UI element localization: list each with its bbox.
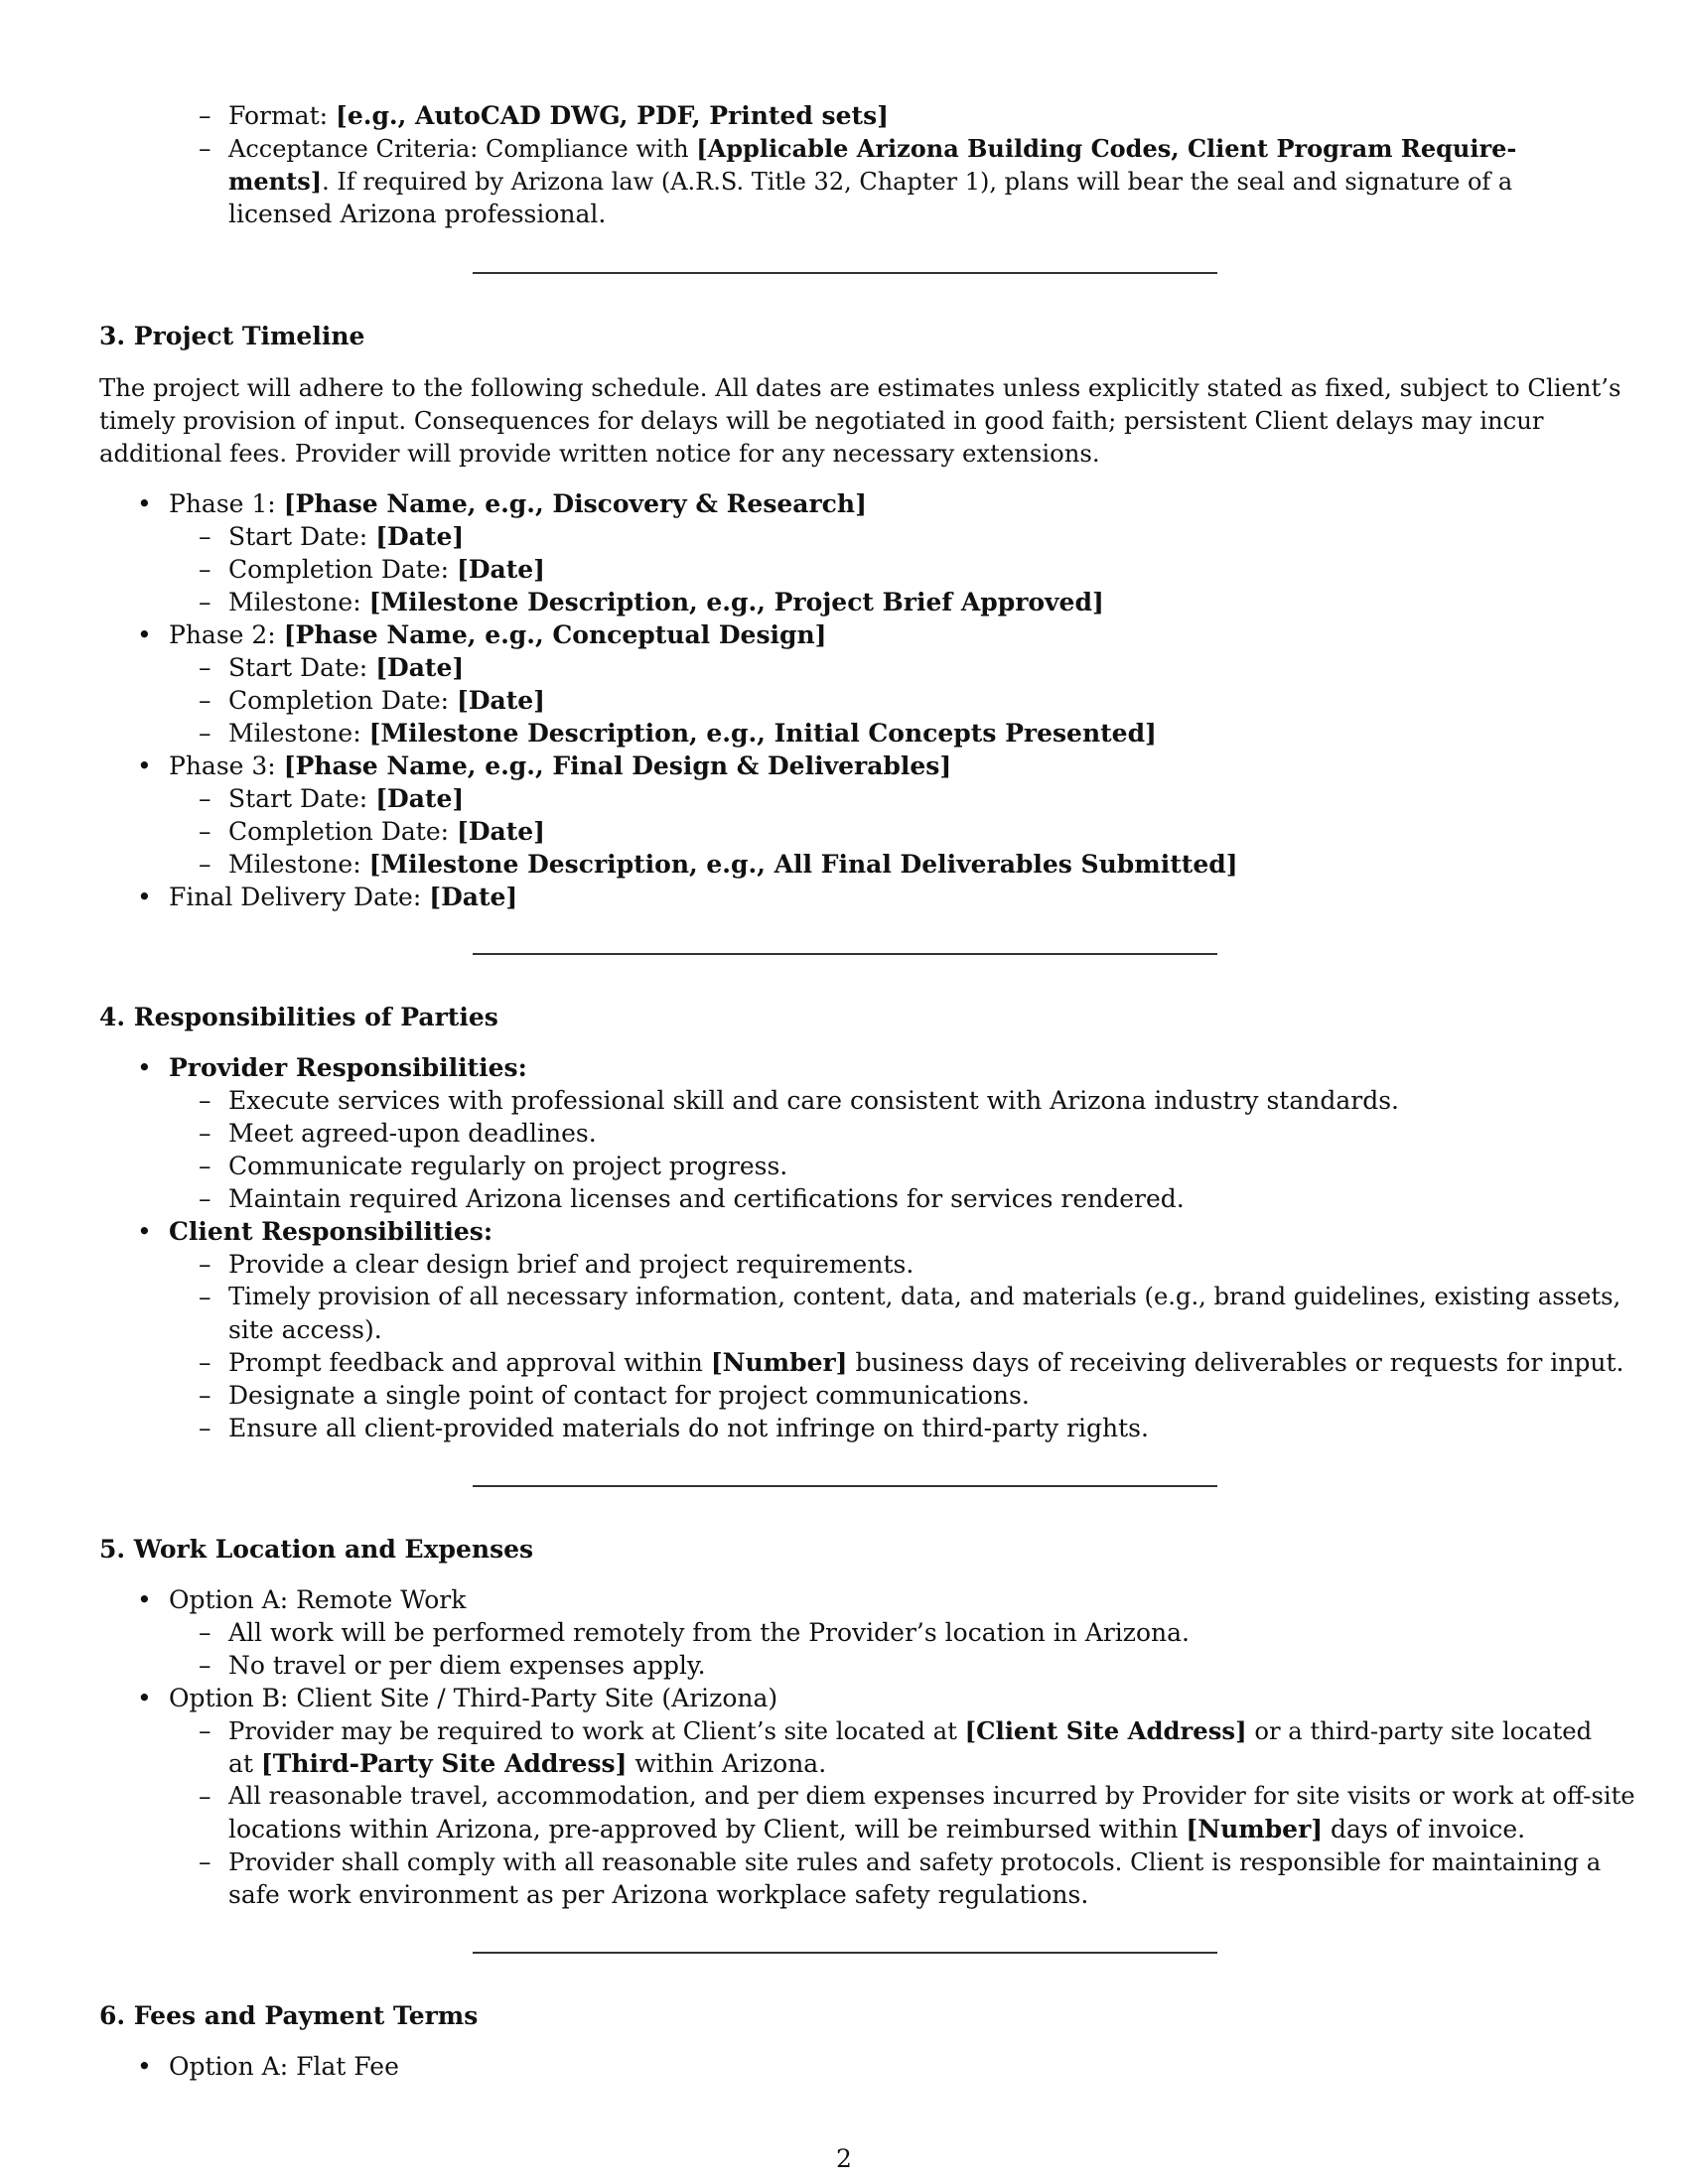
- provider-item: Communicate regularly on project progress.: [228, 1152, 788, 1180]
- third-party-site-address: [Third-Party Site Address]: [260, 1749, 628, 1778]
- bullet-marker: •: [137, 1053, 152, 1082]
- option-b-text: locations within Arizona, pre-approved by Client, will be reimbursed within: [228, 1815, 1187, 1843]
- bullet-marker: •: [137, 620, 152, 649]
- option-b-site: Option B: Client Site / Third-Party Site (Arizona): [169, 1684, 778, 1712]
- client-item-text: business days of receiving deliverables or requests for input.: [847, 1348, 1624, 1377]
- option-b-item-cont: safe work environment as per Arizona workplace safety regulations.: [228, 1880, 1089, 1909]
- final-delivery-value: [Date]: [429, 883, 518, 911]
- option-a-item: No travel or per diem expenses apply.: [228, 1651, 706, 1680]
- dash-marker: –: [199, 817, 211, 846]
- phase-1-start: [228, 520, 464, 553]
- client-item: Timely provision of all necessary information, content, data, and materials (e.g., brand guidelines, existing assets,: [228, 1283, 1621, 1310]
- phase-2-completion: [228, 684, 545, 717]
- phase-1-value: [Phase Name, e.g., Discovery & Research]: [283, 489, 867, 518]
- client-site-address: [Client Site Address]: [964, 1716, 1247, 1745]
- dash-marker: –: [199, 1782, 211, 1811]
- date-value: [Date]: [456, 686, 545, 715]
- section-4-heading: 4. Responsibilities of Parties: [99, 1003, 498, 1031]
- dash-marker: –: [199, 1651, 211, 1680]
- provider-item: Maintain required Arizona licenses and certifications for services rendered.: [228, 1184, 1185, 1213]
- dash-marker: –: [199, 1184, 211, 1213]
- acceptance-value-cont: ments]: [228, 167, 323, 196]
- dash-marker: –: [199, 686, 211, 715]
- format-value: [e.g., AutoCAD DWG, PDF, Printed sets]: [336, 101, 889, 130]
- phase-2-item: [169, 618, 827, 651]
- acceptance-rest: . If required by Arizona law (A.R.S. Title 32, Chapter 1), plans will bear the seal and signature of a: [322, 168, 1513, 196]
- acceptance-rest-cont: licensed Arizona professional.: [228, 200, 607, 228]
- placeholder-number: [Number]: [710, 1348, 848, 1377]
- phase-3-milestone: [228, 848, 1238, 881]
- client-item: Ensure all client-provided materials do not infringe on third-party rights.: [228, 1414, 1149, 1442]
- bullet-marker: •: [137, 489, 152, 518]
- dash-marker: –: [199, 1414, 211, 1442]
- date-value: [Date]: [375, 653, 465, 682]
- client-item: [228, 1346, 1623, 1379]
- phase-1-label: Phase 1:: [169, 489, 284, 518]
- phase-2-value: [Phase Name, e.g., Conceptual Design]: [283, 620, 827, 649]
- format-label: Format:: [228, 101, 337, 130]
- client-item: Provide a clear design brief and project requirements.: [228, 1250, 914, 1279]
- section-3-heading: 3. Project Timeline: [99, 322, 365, 350]
- acceptance-label: Acceptance Criteria: Compliance with: [228, 135, 697, 163]
- final-delivery-label: Final Delivery Date:: [169, 883, 430, 911]
- acceptance-line-2: [228, 165, 1512, 199]
- dash-marker: –: [199, 134, 211, 163]
- dash-marker: –: [199, 522, 211, 551]
- dash-marker: –: [199, 588, 211, 616]
- dash-marker: –: [199, 653, 211, 682]
- bullet-marker: •: [137, 1585, 152, 1614]
- phase-3-completion: [228, 815, 545, 848]
- dash-marker: –: [199, 1381, 211, 1410]
- client-item-cont: site access).: [228, 1315, 382, 1344]
- provider-heading: Provider Responsibilities:: [169, 1053, 527, 1082]
- dash-marker: –: [199, 555, 211, 584]
- option-b-text: or a third-party site located: [1246, 1716, 1593, 1745]
- milestone-value: [Milestone Description, e.g., Project Brief Approved]: [368, 588, 1104, 616]
- acceptance-line-3: [228, 198, 606, 230]
- option-b-text: within Arizona.: [627, 1749, 827, 1778]
- section-5-heading: 5. Work Location and Expenses: [99, 1535, 534, 1564]
- date-value: [Date]: [456, 555, 545, 584]
- phase-3-item: [169, 750, 951, 782]
- dash-marker: –: [199, 1086, 211, 1115]
- bullet-marker: •: [137, 751, 152, 780]
- provider-item: Meet agreed-upon deadlines.: [228, 1119, 597, 1148]
- section-divider: [473, 1952, 1217, 1954]
- dash-marker: –: [199, 1618, 211, 1647]
- s3-para-line-3: additional fees. Provider will provide written notice for any necessary extensions.: [99, 439, 1100, 468]
- phase-1-completion: [228, 553, 545, 586]
- s3-para-line-1: The project will adhere to the following schedule. All dates are estimates unless explicitly stated as fixed, subject to Client’s: [99, 373, 1621, 402]
- phase-3-start: [228, 782, 464, 815]
- date-value: [Date]: [375, 522, 465, 551]
- option-a-item: All work will be performed remotely from the Provider’s location in Arizona.: [228, 1618, 1190, 1647]
- milestone-value: [Milestone Description, e.g., Initial Concepts Presented]: [368, 719, 1157, 748]
- section-divider: [473, 1485, 1217, 1487]
- completion-label: Completion Date:: [228, 686, 457, 715]
- option-b-text: Provider may be required to work at Client’s site located at: [228, 1716, 965, 1745]
- dash-marker: –: [199, 1119, 211, 1148]
- phase-1-item: [169, 487, 867, 520]
- client-heading: Client Responsibilities:: [169, 1217, 493, 1246]
- format-line: [228, 99, 889, 132]
- milestone-label: Milestone:: [228, 719, 369, 748]
- section-divider: [473, 953, 1217, 955]
- acceptance-value: [Applicable Arizona Building Codes, Client Program Require-: [696, 134, 1517, 163]
- date-value: [Date]: [456, 817, 545, 846]
- milestone-value: [Milestone Description, e.g., All Final Deliverables Submitted]: [368, 850, 1238, 879]
- start-label: Start Date:: [228, 784, 376, 813]
- option-b-item-cont: [228, 1747, 826, 1780]
- document-page: [99, 0, 1635, 2184]
- option-b-item-cont: [228, 1813, 1525, 1845]
- acceptance-line-1: [228, 132, 1589, 166]
- section-divider: [473, 272, 1217, 274]
- date-value: [Date]: [375, 784, 465, 813]
- dash-marker: –: [199, 1283, 211, 1311]
- bullet-marker: •: [137, 2052, 152, 2081]
- start-label: Start Date:: [228, 653, 376, 682]
- dash-marker: –: [199, 101, 211, 130]
- phase-3-value: [Phase Name, e.g., Final Design & Deliverables]: [283, 751, 952, 780]
- option-b-item: [228, 1714, 1592, 1747]
- dash-marker: –: [199, 1348, 211, 1377]
- s3-para-line-2: timely provision of input. Consequences for delays will be negotiated in good faith; persistent Client delays may incur: [99, 406, 1544, 435]
- phase-2-start: [228, 651, 464, 684]
- start-label: Start Date:: [228, 522, 376, 551]
- dash-marker: –: [199, 719, 211, 748]
- phase-2-milestone: [228, 717, 1157, 750]
- option-b-item: Provider shall comply with all reasonable site rules and safety protocols. Client is responsible for maintaining a: [228, 1847, 1602, 1876]
- option-b-item: All reasonable travel, accommodation, and per diem expenses incurred by Provider for site visits or work at off-site: [228, 1782, 1635, 1810]
- dash-marker: –: [199, 850, 211, 879]
- dash-marker: –: [199, 1716, 211, 1745]
- option-a-flat-fee: Option A: Flat Fee: [169, 2052, 399, 2081]
- dash-marker: –: [199, 1847, 211, 1876]
- section-6-heading: 6. Fees and Payment Terms: [99, 2001, 479, 2030]
- client-item: Designate a single point of contact for project communications.: [228, 1381, 1030, 1410]
- placeholder-number: [Number]: [1186, 1815, 1324, 1843]
- bullet-marker: •: [137, 883, 152, 911]
- bullet-marker: •: [137, 1217, 152, 1246]
- dash-marker: –: [199, 1250, 211, 1279]
- page-number: 2: [836, 2144, 852, 2173]
- dash-marker: –: [199, 1152, 211, 1180]
- milestone-label: Milestone:: [228, 850, 369, 879]
- final-delivery-item: [169, 881, 517, 913]
- milestone-label: Milestone:: [228, 588, 369, 616]
- dash-marker: –: [199, 784, 211, 813]
- option-a-remote: Option A: Remote Work: [169, 1585, 467, 1614]
- phase-2-label: Phase 2:: [169, 620, 284, 649]
- option-b-text: at: [228, 1749, 261, 1778]
- phase-1-milestone: [228, 586, 1104, 618]
- phase-3-label: Phase 3:: [169, 751, 284, 780]
- client-item-text: Prompt feedback and approval within: [228, 1348, 711, 1377]
- bullet-marker: •: [137, 1684, 152, 1712]
- completion-label: Completion Date:: [228, 555, 457, 584]
- completion-label: Completion Date:: [228, 817, 457, 846]
- provider-item: Execute services with professional skill and care consistent with Arizona industry standards.: [228, 1086, 1399, 1115]
- option-b-text: days of invoice.: [1323, 1815, 1526, 1843]
